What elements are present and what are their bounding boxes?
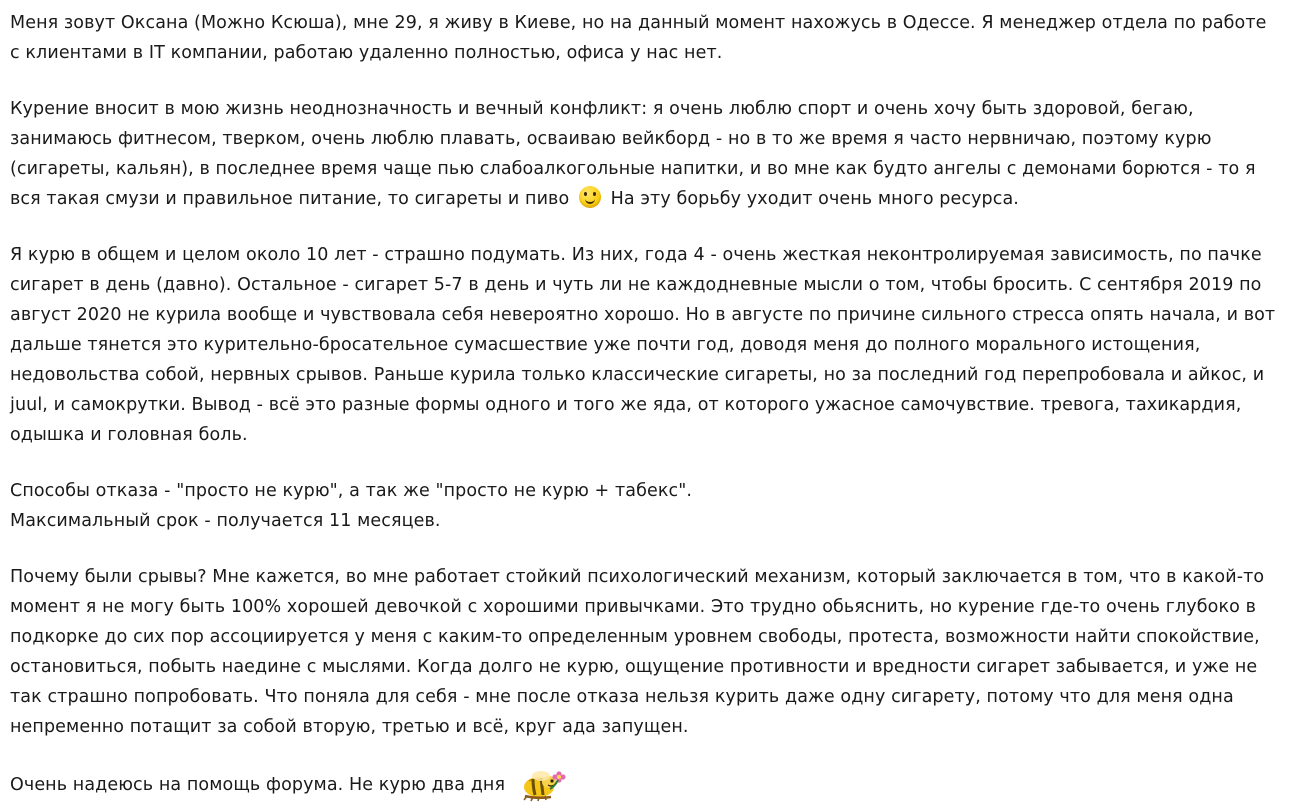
paragraph-conflict: [10, 94, 1280, 214]
paragraph-conflict-text-after: На эту борьбу уходит очень много ресурса.: [610, 189, 1019, 209]
paragraph-intro: Меня зовут Оксана (Можно Ксюша), мне 29, я живу в Киеве, но на данный момент нахожусь в Одессе. Я менеджер отдела по работе с клиентами в IT компании, работаю удаленно полностью, офиса у нас нет.: [10, 13, 1267, 63]
smiley-face-icon: [579, 186, 601, 208]
paragraph-history: Я курю в общем и целом около 10 лет - страшно подумать. Из них, года 4 - очень жесткая неконтролируемая зависимость, по пачке сигарет в день (давно). Остальное - сигарет 5-7 в день и чуть ли не каждодневные мысли о том, чтобы бросить. С сентября 2019 по август 2020 не курила вообще и чувствовала себя невероятно хорошо. Но в августе по причине сильного стресса опять начала, и вот дальше тянется это курительно-бросательное сумасшествие уже почти год, доводя меня до полного морального истощения, недовольства собой, нервных срывов. Раньше курила только классические сигареты, но за последний год перепробовала и айкос, и juul, и самокрутки. Вывод - всё это разные формы одного и того же яда, от которого ужасное самочувствие. тревога, тахикардия, одышка и головная боль.: [10, 245, 1276, 445]
paragraph-methods: Способы отказа - "просто не курю", а так же "просто не курю + табекс".: [10, 481, 693, 501]
paragraph-why-relapse: Почему были срывы? Мне кажется, во мне работает стойкий психологический механизм, который заключается в том, что в какой-то момент я не могу быть 100% хорошей девочкой с хорошими привычками. Это трудно обьяснить, но курение где-то очень глубоко в подкорке до сих пор ассоциируется у меня с каким-то определенным уровнем свободы, протеста, возможности найти спокойствие, остановиться, побыть наедине с мыслями. Когда долго не курю, ощущение противности и вредности сигарет забывается, и уже не так страшно попробовать. Что поняла для себя - мне после отказа нельзя курить даже одну сигарету, потому что для меня одна непременно потащит за собой вторую, третью и всё, круг ада запущен.: [10, 567, 1265, 737]
paragraph-conflict-text: Курение вносит в мою жизнь неоднозначность и вечный конфликт: я очень люблю спорт и очень хочу быть здоровой, бегаю, занимаюсь фитнесом, тверком, очень люблю плавать, осваиваю вейкборд - но в то же время я часто нервничаю, поэтому курю (сигареты, кальян), в последнее время чаще пью слабоалкогольные напитки, и во мне как будто ангелы с демонами борются - то я вся такая смузи и правильное питание, то сигареты и пиво: [10, 99, 1256, 209]
paragraph-max-term: Максимальный срок - получается 11 месяцев.: [10, 511, 441, 531]
bee-with-flower-icon: [515, 768, 571, 802]
paragraph-closing-text: Очень надеюсь на помощь форума. Не курю два дня: [10, 775, 506, 795]
paragraph-closing: [10, 768, 1280, 802]
